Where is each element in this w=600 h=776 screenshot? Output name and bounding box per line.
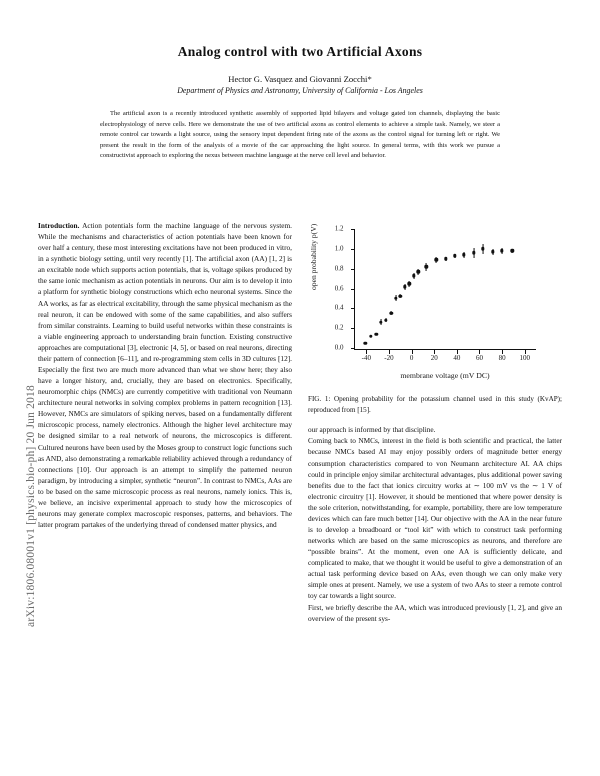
data-point bbox=[389, 312, 392, 315]
y-tick-4 bbox=[334, 264, 356, 273]
data-point bbox=[403, 285, 406, 288]
data-point bbox=[412, 274, 415, 277]
paper-page bbox=[38, 34, 562, 754]
x-tick-0 bbox=[366, 349, 367, 354]
x-tick-label-2: 0 bbox=[409, 354, 414, 362]
introduction-paragraph bbox=[38, 220, 292, 530]
data-point bbox=[375, 332, 378, 335]
data-point bbox=[472, 251, 475, 254]
data-point bbox=[500, 249, 503, 252]
y-tick-0 bbox=[334, 343, 356, 352]
right-paragraph-2: Coming back to NMCs, interest in the field is both scientific and practical, the latter because NMCs based AI may enjoy possibly orders of magnitude better energy consumption characteristics compared to von Neumann architecture AI. AA chips could in principle enjoy similar architectural advantages, plus additional power saving benefits due to the fact that ionics circuitry works at ∼ 100 mV vs the ∼ 1 V of electronic circuitry [1]. However, it should be mentioned that where power density is the sole criterion, notwithstanding, for example, portability, there are low temperature devices which can fare much better [14]. Our objective with the AA in the near future is to develop a breadboard or “tool kit” with which to construct task performing networks which are based on the same microscopics as neurons, and therefore are “possible brains”. At the moment, even one AA is sufficiently delicate, and complicated to make, that we thought it would be useful to give a demonstration of an actual task performing device based on AAs, even though we can only make very simple ones at present. Namely, we use a system of two AAs to steer a remote control toy car towards a light source. bbox=[308, 436, 562, 601]
y-tick-2 bbox=[334, 303, 356, 312]
figure-plot bbox=[310, 220, 560, 392]
x-tick-label-5: 60 bbox=[475, 354, 483, 362]
data-point bbox=[379, 321, 382, 324]
y-tick-5 bbox=[334, 244, 356, 253]
y-tick-1 bbox=[334, 323, 356, 332]
x-tick-label-0: -40 bbox=[361, 354, 371, 362]
affiliation-line: Department of Physics and Astronomy, University of California - Los Angeles bbox=[177, 86, 423, 95]
y-tick-6 bbox=[334, 224, 356, 233]
x-tick-1 bbox=[389, 349, 390, 354]
x-tick-2 bbox=[412, 349, 413, 354]
introduction-body: Action potentials form the machine language of the nervous system. While the mechanisms and characteristics of action potentials have been known for over half a century, these most interesting excitations have not been produced in vitro, in a synthetic biology setting, until very recently [1]. The artificial axon (AA) [1, 2] is an excitable node which supports action potentials, that is, voltage spikes produced by the same ionic mechanism as action potentials in neurons. Our aim is to develop it into a platform for synthetic biology constructions which echo neuronal systems. Since the AA works, as far as electrical excitability, through the same physical mechanism as the real neuron, it can be endowed with some of the same capabilities, and also suffers from similar constraints. Learning to build useful networks within these constraints is a viable engineering approach to understanding brain function. Existing constructive approaches are computational [3], electronic [4, 5], or based on real neurons, directing their pattern of connection [6–11], and re-programming stem cells in 3D cultures [12]. Especially the first two are much more advanced than what we show here; they also have a longer history, and, crucially, they are based on electronics. Specifically, neuromorphic chips (NMCs) are currently competitive with traditional von Neumann architecture neural networks in solving complex problems in pattern recognition [13]. However, NMCs are simulators of spiking nerves, based on a fundamentally different microscopic process, namely electronics. Although the higher level architecture may be designed similar to a real network of neurons, the microscopics is different. Cultured neurons have been used by the Moses group to construct logic functions such as AND, also demonstrating a remarkable reliability achieved through a redundancy of connections [10]. Our approach is an attempt to simplify the patterned neuron paradigm, by introducing a simpler, synthetic “neuron”. In contrast to NMCs, AAs are to be based on the same microscopic process as real neurons, namely ionics. This is, we believe, an incisive experimental approach to study how the microscopics of neurons may generate complex macroscopic responses, patterns, and behaviors. The latter program partakes of the underlying thread of condensed matter physics, and bbox=[38, 221, 292, 530]
left-column bbox=[38, 220, 292, 624]
data-point bbox=[425, 265, 428, 268]
y-tick-label-5: 1.0 bbox=[334, 244, 344, 253]
x-tick-label-3: 20 bbox=[430, 354, 438, 362]
y-tick-label-1: 0.2 bbox=[334, 323, 344, 332]
abstract-block bbox=[100, 109, 500, 162]
y-tick-label-0: 0.0 bbox=[334, 343, 344, 352]
two-column-body bbox=[38, 220, 562, 624]
right-paragraph-1: our approach is informed by that discipline. bbox=[308, 425, 436, 435]
plot-axes bbox=[334, 224, 536, 362]
arxiv-identifier-stamp: arXiv:1806.08001v1 [physics.bio-ph] 20 Jun 2018 bbox=[25, 385, 37, 627]
author-list: Hector G. Vasquez and Giovanni Zocchi* bbox=[228, 74, 372, 84]
figure-caption: FIG. 1: Opening probability for the potassium channel used in this study (KvAP); reproduced from [15]. bbox=[308, 395, 562, 414]
data-point bbox=[363, 341, 366, 344]
y-tick-3 bbox=[334, 284, 356, 292]
data-point bbox=[435, 258, 438, 261]
x-tick-4 bbox=[457, 349, 458, 354]
x-tick-7 bbox=[525, 349, 526, 354]
y-axis-label: open probability p(V) bbox=[309, 223, 318, 290]
x-tick-5 bbox=[479, 349, 480, 354]
x-tick-label-4: 40 bbox=[453, 354, 461, 362]
data-point bbox=[444, 257, 447, 260]
data-point bbox=[408, 282, 411, 285]
figure-1 bbox=[308, 220, 562, 415]
y-tick-label-6: 1.2 bbox=[334, 224, 344, 233]
right-column bbox=[308, 220, 562, 624]
data-point bbox=[511, 249, 514, 252]
abstract-text: The artificial axon is a recently introduced synthetic assembly of supported lipid bilayers and voltage gated ion channels, displaying the basic electrophysiology of nerve cells. Here we demonstrate the use of two artificial axons as control elements to achieve a simple task. Namely, we steer a remote control car towards a light source, using the sensory input dependent firing rate of the axons as the control signal for turning left or right. We present the result in the form of the analysis of a movie of the car approaching the light source. In general terms, with this work we pursue a constructivist approach to exploring the nexus between machine language at the nerve cell level and behavior. bbox=[100, 110, 500, 160]
y-tick-label-4: 0.8 bbox=[334, 264, 344, 273]
x-tick-label-1: -20 bbox=[384, 354, 394, 362]
section-heading-introduction: Introduction. bbox=[38, 221, 80, 230]
x-tick-label-7: 100 bbox=[519, 354, 530, 362]
data-point bbox=[369, 334, 372, 337]
x-axis-label: membrane voltage (mV DC) bbox=[400, 371, 490, 380]
right-paragraph-3: First, we briefly describe the AA, which was introduced previously [1, 2], and give an overview of the present sys- bbox=[308, 602, 562, 623]
data-point bbox=[453, 254, 456, 257]
data-point bbox=[394, 297, 397, 300]
page-title: Analog control with two Artificial Axons bbox=[177, 44, 423, 59]
data-point bbox=[462, 253, 465, 256]
data-point bbox=[399, 295, 402, 298]
x-tick-3 bbox=[434, 349, 435, 354]
data-point bbox=[481, 247, 484, 250]
x-tick-6 bbox=[502, 349, 503, 354]
x-tick-label-6: 80 bbox=[498, 354, 506, 362]
y-tick-label-2: 0.4 bbox=[334, 303, 344, 312]
data-point bbox=[491, 250, 494, 253]
data-point bbox=[384, 319, 387, 322]
data-point bbox=[417, 270, 420, 273]
y-tick-label-3: 0.6 bbox=[334, 284, 344, 292]
